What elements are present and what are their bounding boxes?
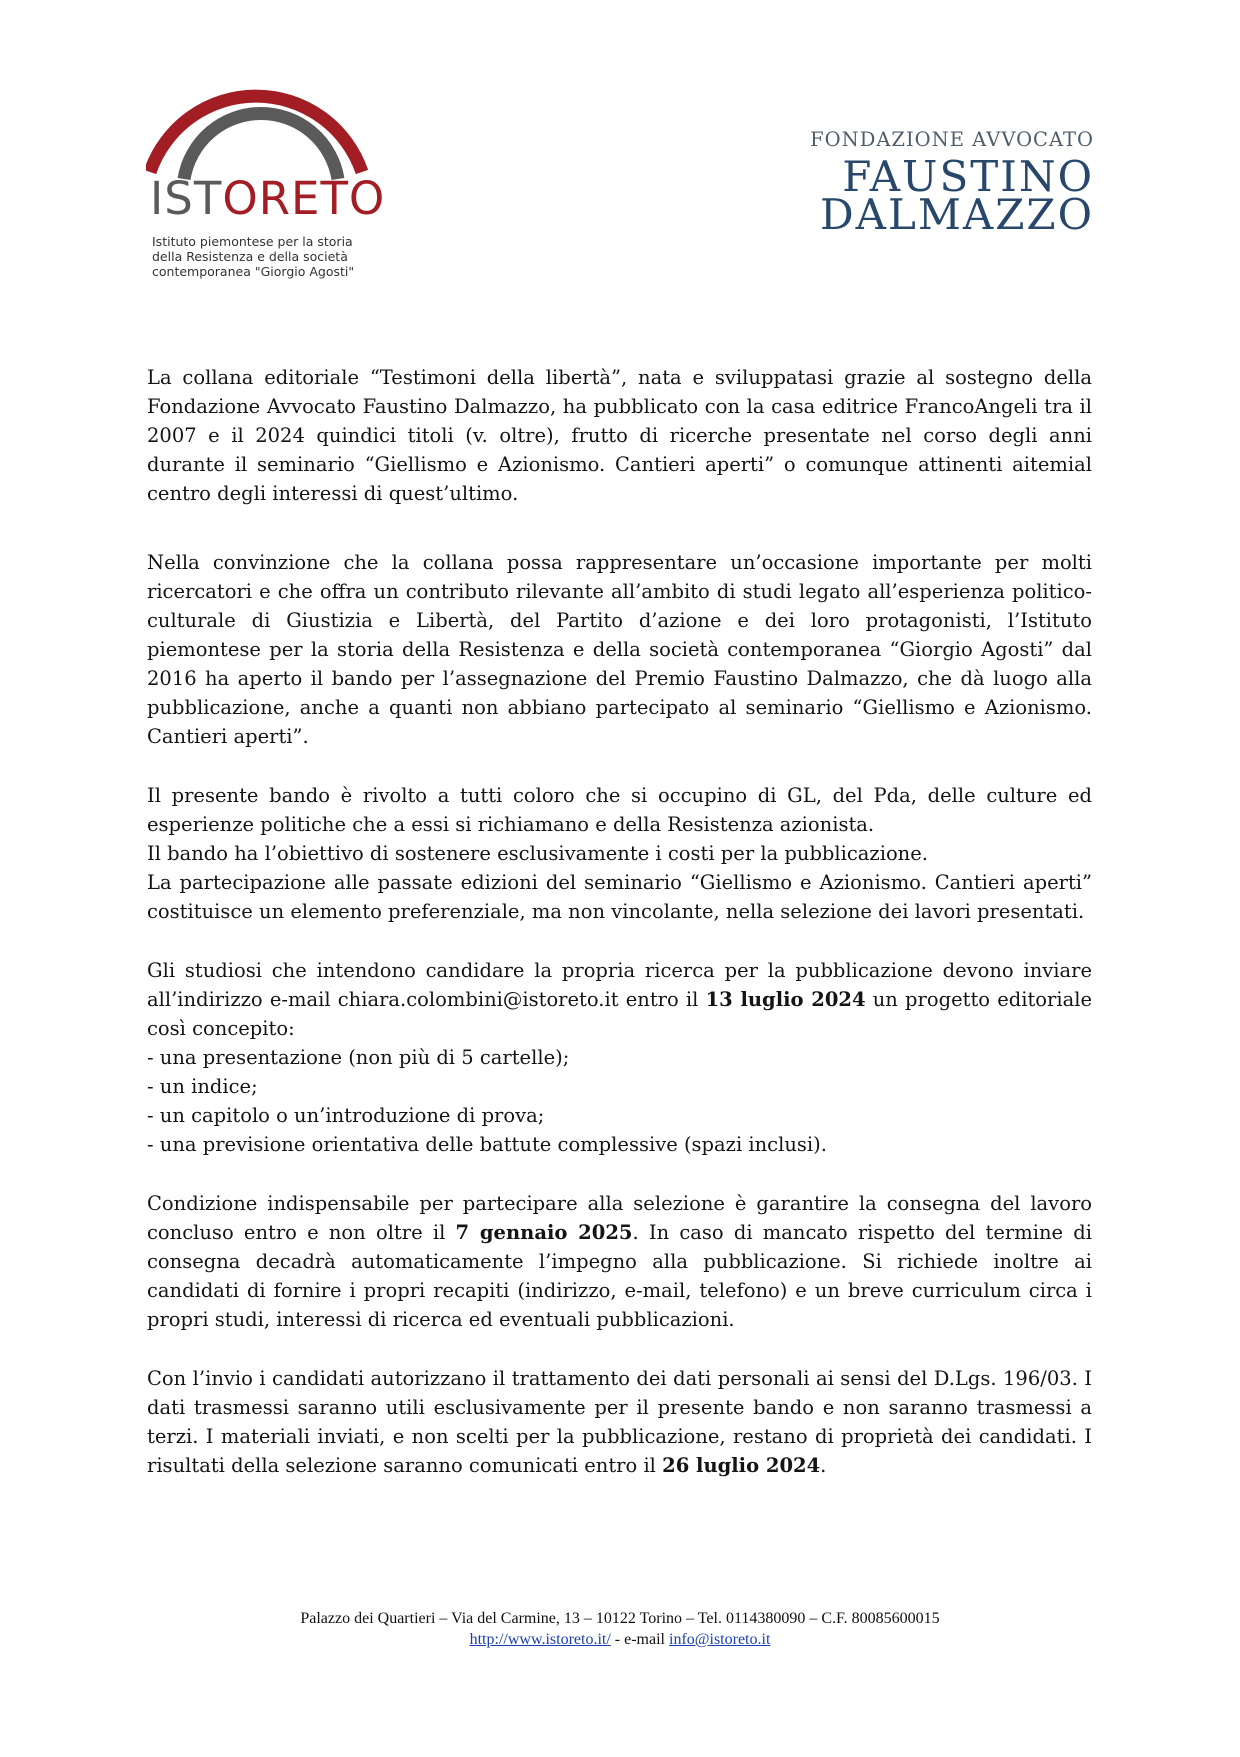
paragraph-collana: La collana editoriale “Testimoni della libertà”, nata e sviluppatasi grazie al sostegno della Fondazione Avvocato Faustino Dalmazzo, ha pubblicato con la casa editrice FrancoAngeli tra il 2007 e il 2024 quindici titoli (v. oltre), frutto di ricerche presentate nel corso degli anni durante il seminario “Giellismo e Azionismo. Cantieri aperti” o comunque attinenti aitemial centro degli interessi di quest’ultimo. bbox=[147, 366, 1092, 505]
list-item: - un capitolo o un’introduzione di prova; bbox=[147, 1104, 545, 1127]
list-item: - un indice; bbox=[147, 1075, 258, 1098]
istoreto-tagline-line: della Resistenza e della società bbox=[152, 249, 348, 264]
paragraph-privacy bbox=[147, 1364, 1092, 1480]
paragraph-submission-text bbox=[147, 956, 1092, 1043]
website-link[interactable]: http://www.istoreto.it/ bbox=[469, 1631, 611, 1648]
email-link[interactable]: info@istoreto.it bbox=[669, 1631, 771, 1648]
privacy-text-post: . bbox=[820, 1454, 827, 1477]
paragraph-bando-target: Il presente bando è rivolto a tutti coloro che si occupino di GL, del Pda, delle culture ed esperienze politiche che a essi si richiamano e della Resistenza azionista. bbox=[147, 784, 1092, 836]
paragraph-condition bbox=[147, 1189, 1092, 1334]
footer bbox=[0, 1608, 1240, 1650]
footer-links bbox=[0, 1629, 1240, 1650]
istoreto-tagline bbox=[152, 234, 354, 279]
requirements-list bbox=[147, 1043, 1092, 1159]
document-body bbox=[147, 363, 1092, 1480]
delivery-deadline: 7 gennaio 2025 bbox=[455, 1221, 633, 1244]
submission-text-post: un progetto editoriale così concepito: bbox=[147, 988, 1092, 1040]
dalmazzo-logo-top: FONDAZIONE AVVOCATO bbox=[810, 128, 1094, 151]
paragraph-bando-preference: La partecipazione alle passate edizioni del seminario “Giellismo e Azionismo. Cantieri aperti” costituisce un elemento preferenziale, ma non vincolante, nella selezione dei lavori presentati. bbox=[147, 871, 1092, 923]
istoreto-wordmark-gray: IST bbox=[150, 172, 223, 225]
footer-address: Palazzo dei Quartieri – Via del Carmine, 13 – 10122 Torino – Tel. 0114380090 – C.F. 80085600015 bbox=[300, 1610, 940, 1627]
paragraph-submission bbox=[147, 956, 1092, 1159]
dalmazzo-logo bbox=[810, 128, 1094, 239]
condition-text-pre: Condizione indispensabile per partecipare alla selezione è garantire la consegna del lavoro concluso entro e non oltre il bbox=[147, 1192, 1092, 1244]
paragraph-convinzione: Nella convinzione che la collana possa rappresentare un’occasione importante per molti ricercatori e che offra un contributo rilevante all’ambito di studi legato all’esperienza politico-culturale di Giustizia e Libertà, del Partito d’azione e dei loro protagonisti, l’Istituto piemontese per la storia della Resistenza e della società contemporanea “Giorgio Agosti” dal 2016 ha aperto il bando per l’assegnazione del Premio Faustino Dalmazzo, che dà luogo alla pubblicazione, anche a quanti non abbiano partecipato al seminario “Giellismo e Azionismo. Cantieri aperti”. bbox=[147, 551, 1092, 748]
istoreto-logo bbox=[146, 84, 386, 294]
condition-text-post: . In caso di mancato rispetto del termine di consegna decadrà automaticamente l’impegno alla pubblicazione. Si richiede inoltre ai candidati di fornire i propri recapiti (indirizzo, e-mail, telefono) e un breve curriculum circa i propri studi, interessi di ricerca ed eventuali pubblicazioni. bbox=[147, 1221, 1092, 1331]
istoreto-wordmark-red: ORETO bbox=[222, 172, 386, 225]
istoreto-arch-icon bbox=[146, 84, 376, 184]
paragraph-bando bbox=[147, 781, 1092, 926]
dalmazzo-logo-name2: DALMAZZO bbox=[819, 189, 1094, 239]
submission-text-pre: Gli studiosi che intendono candidare la propria ricerca per la pubblicazione devono inviare all’indirizzo e-mail chiara.colombini@istoreto.it entro il bbox=[147, 959, 1092, 1011]
results-date: 26 luglio 2024 bbox=[662, 1454, 821, 1477]
paragraph-bando-objective: Il bando ha l’obiettivo di sostenere esclusivamente i costi per la pubblicazione. bbox=[147, 842, 928, 865]
list-item: - una previsione orientativa delle battute complessive (spazi inclusi). bbox=[147, 1133, 827, 1156]
dalmazzo-logo-name1: FAUSTINO bbox=[842, 151, 1094, 201]
istoreto-wordmark bbox=[150, 172, 386, 225]
submission-deadline: 13 luglio 2024 bbox=[705, 988, 866, 1011]
istoreto-tagline-line: Istituto piemontese per la storia bbox=[152, 234, 353, 249]
list-item: - una presentazione (non più di 5 cartelle); bbox=[147, 1046, 570, 1069]
footer-email-label: - e-mail bbox=[610, 1631, 669, 1648]
privacy-text-pre: Con l’invio i candidati autorizzano il trattamento dei dati personali ai sensi del D.Lgs. 196/03. I dati trasmessi saranno utili esclusivamente per il presente bando e non saranno trasmessi a terzi. I materiali inviati, e non scelti per la pubblicazione, restano di proprietà dei candidati. I risultati della selezione saranno comunicati entro il bbox=[147, 1367, 1092, 1477]
istoreto-tagline-line: contemporanea "Giorgio Agosti" bbox=[152, 264, 355, 279]
